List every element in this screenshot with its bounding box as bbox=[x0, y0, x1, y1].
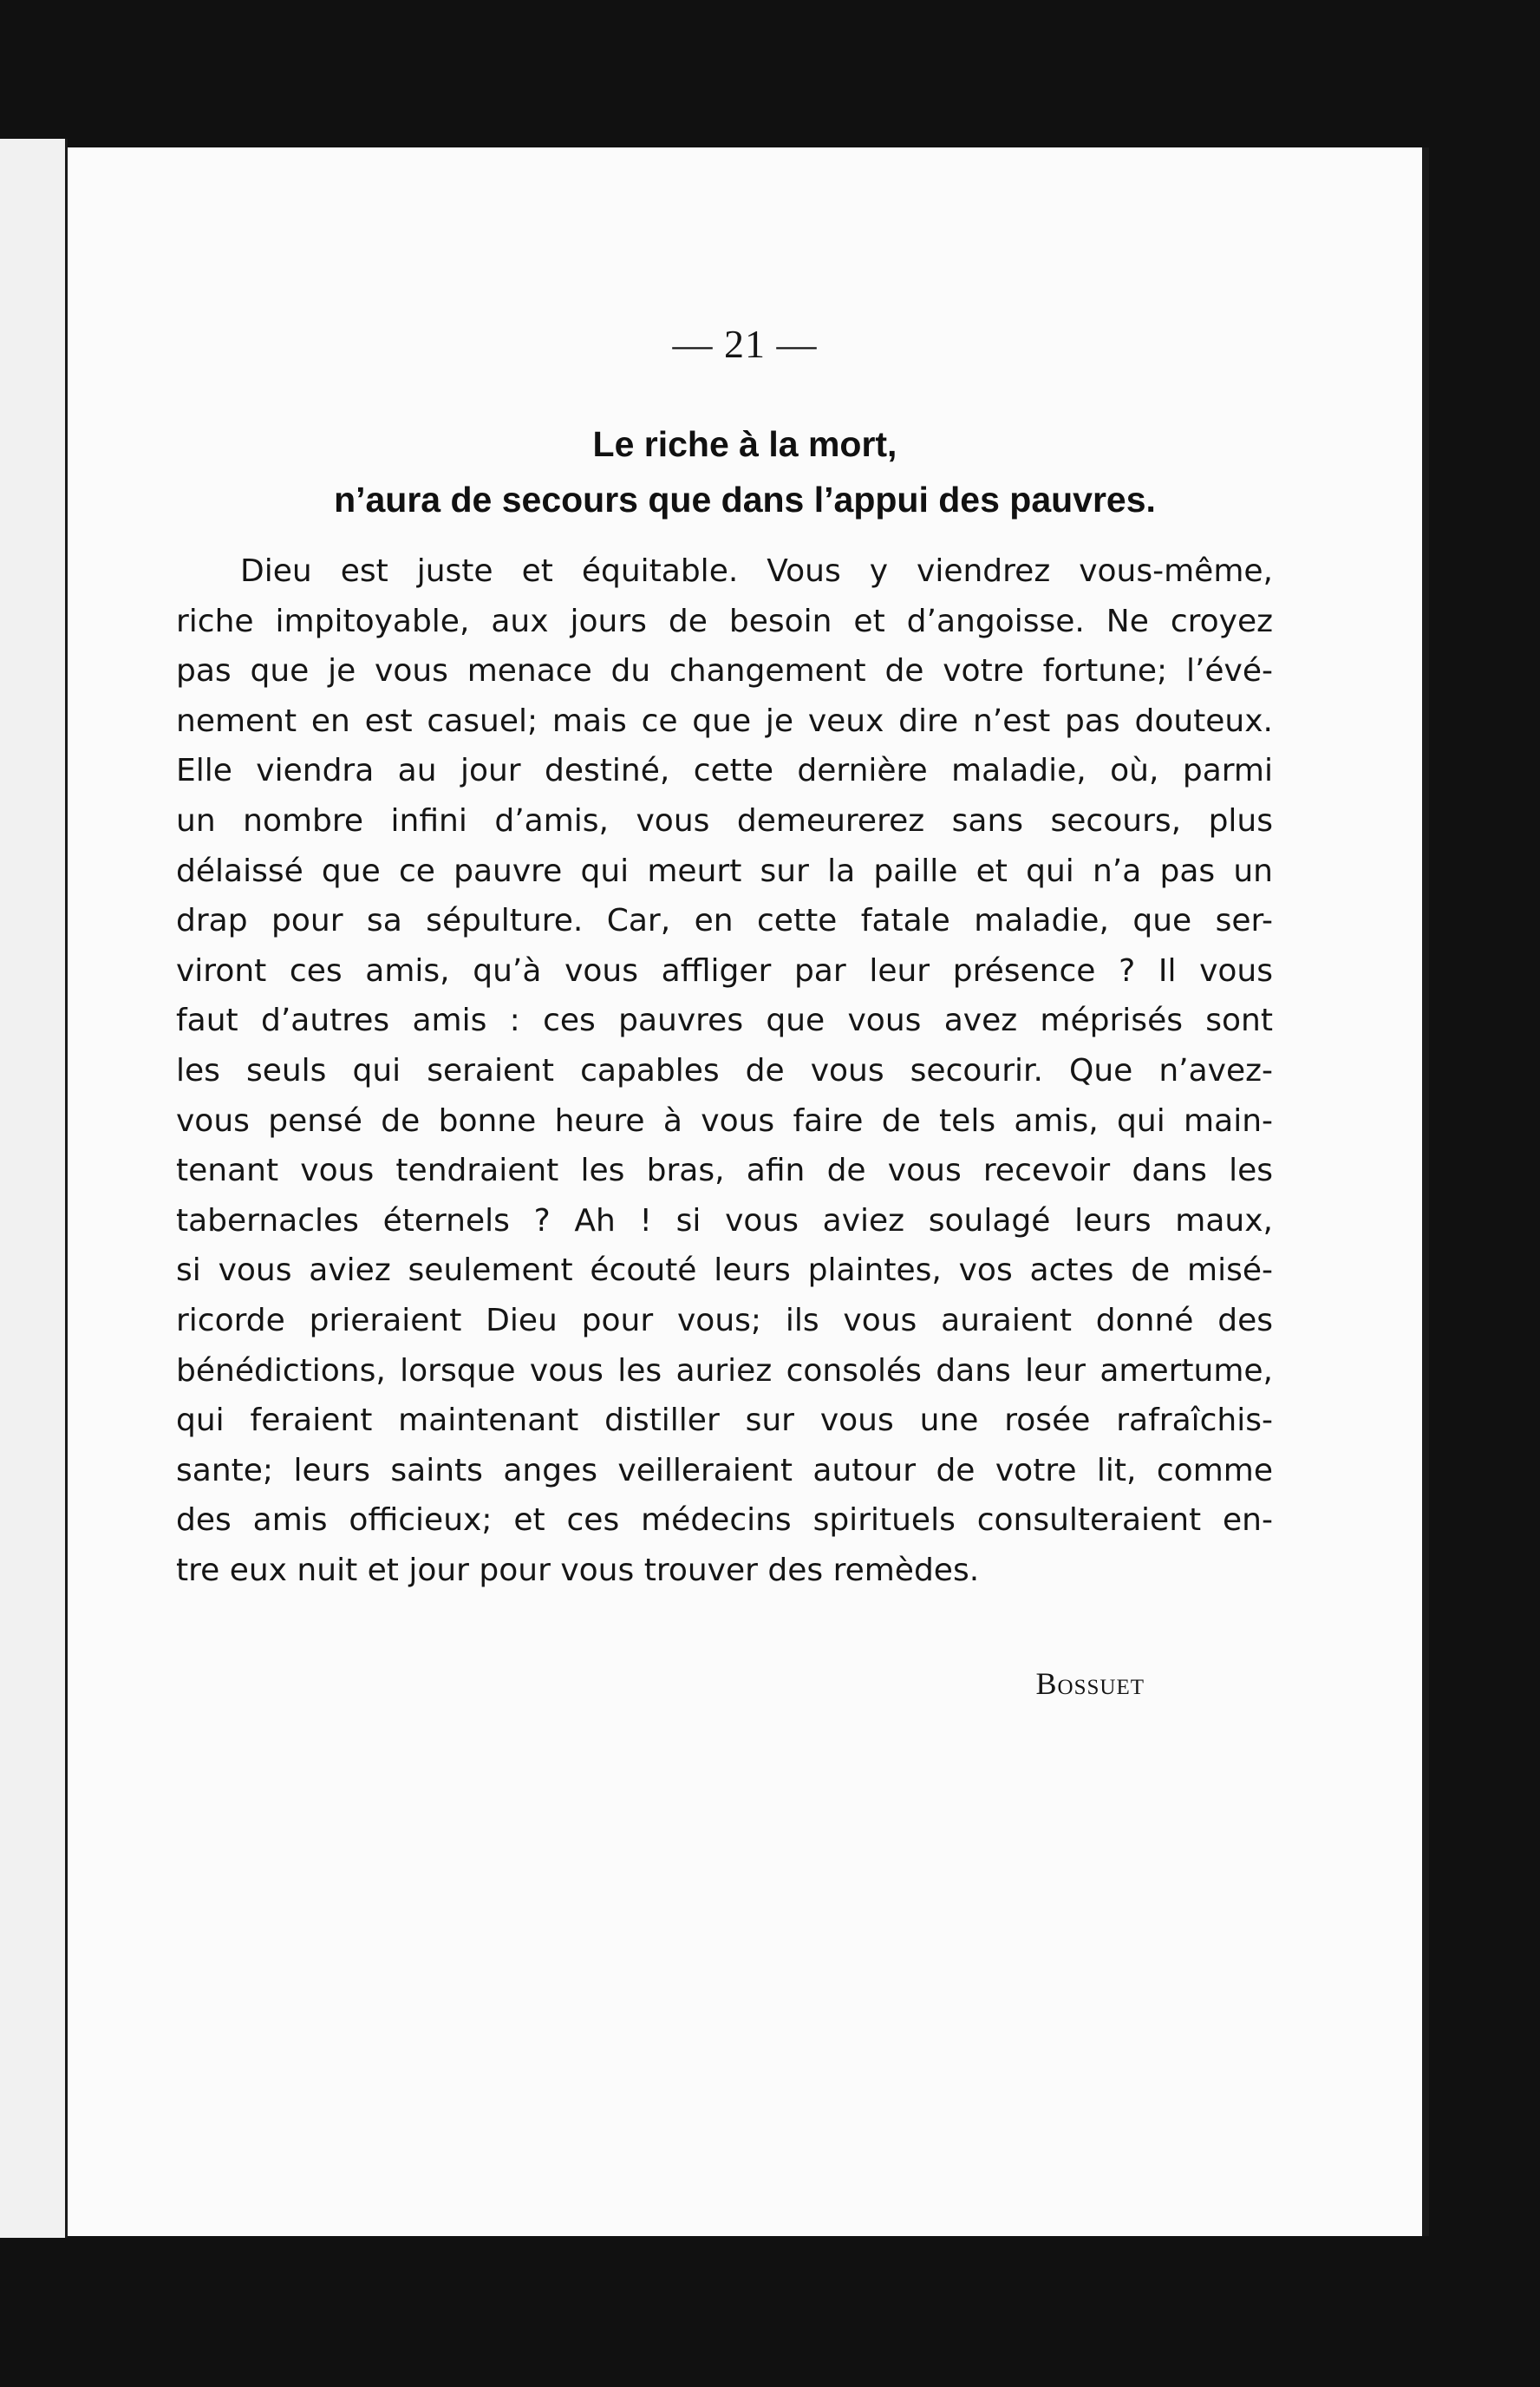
text-line: drap pour sa sépulture. Car, en cette fatale maladie, que ser- bbox=[176, 903, 1273, 939]
body-paragraph bbox=[176, 546, 1273, 1595]
title-line-1: Le riche à la mort, bbox=[592, 424, 897, 464]
text-line: tenant vous tendraient les bras, afin de vous recevoir dans les bbox=[176, 1153, 1273, 1189]
book-page bbox=[68, 147, 1422, 2236]
text-line: Dieu est juste et équitable. Vous y viendrez vous-même, bbox=[240, 553, 1273, 589]
text-line: faut d’autres amis : ces pauvres que vous avez méprisés sont bbox=[176, 1003, 1273, 1039]
text-line: riche impitoyable, aux jours de besoin et d’angoisse. Ne croyez bbox=[176, 603, 1273, 639]
author-signature: Bossuet bbox=[1035, 1666, 1145, 1701]
text-line: vous pensé de bonne heure à vous faire de tels amis, qui main- bbox=[176, 1102, 1273, 1139]
adjacent-page-edge bbox=[0, 139, 68, 2238]
page-number: — 21 — bbox=[672, 322, 818, 366]
title-line-2: n’aura de secours que dans l’appui des pauvres. bbox=[334, 480, 1156, 520]
text-line: Elle viendra au jour destiné, cette dernière maladie, où, parmi bbox=[176, 753, 1273, 789]
text-line: bénédictions, lorsque vous les auriez consolés dans leur amertume, bbox=[176, 1352, 1273, 1389]
text-line: des amis officieux; et ces médecins spirituels consulteraient en- bbox=[176, 1502, 1273, 1539]
page-title bbox=[68, 416, 1422, 527]
text-line: un nombre infini d’amis, vous demeurerez sans secours, plus bbox=[176, 802, 1273, 839]
text-line: sante; leurs saints anges veilleraient autour de votre lit, comme bbox=[176, 1452, 1273, 1488]
text-line: tabernacles éternels ? Ah ! si vous aviez soulagé leurs maux, bbox=[176, 1202, 1273, 1239]
text-line: tre eux nuit et jour pour vous trouver des remèdes. bbox=[176, 1552, 980, 1588]
text-line: viront ces amis, qu’à vous affliger par leur présence ? Il vous bbox=[176, 952, 1273, 989]
text-line: si vous aviez seulement écouté leurs plaintes, vos actes de misé- bbox=[176, 1252, 1273, 1289]
text-line: qui feraient maintenant distiller sur vous une rosée rafraîchis- bbox=[176, 1403, 1273, 1439]
text-line: ricorde prieraient Dieu pour vous; ils vous auraient donné des bbox=[176, 1302, 1273, 1338]
text-line: pas que je vous menace du changement de votre fortune; l’évé- bbox=[176, 653, 1273, 690]
text-line: les seuls qui seraient capables de vous secourir. Que n’avez- bbox=[176, 1052, 1273, 1089]
text-line: délaissé que ce pauvre qui meurt sur la paille et qui n’a pas un bbox=[176, 853, 1273, 889]
text-line: nement en est casuel; mais ce que je veux dire n’est pas douteux. bbox=[176, 703, 1273, 739]
